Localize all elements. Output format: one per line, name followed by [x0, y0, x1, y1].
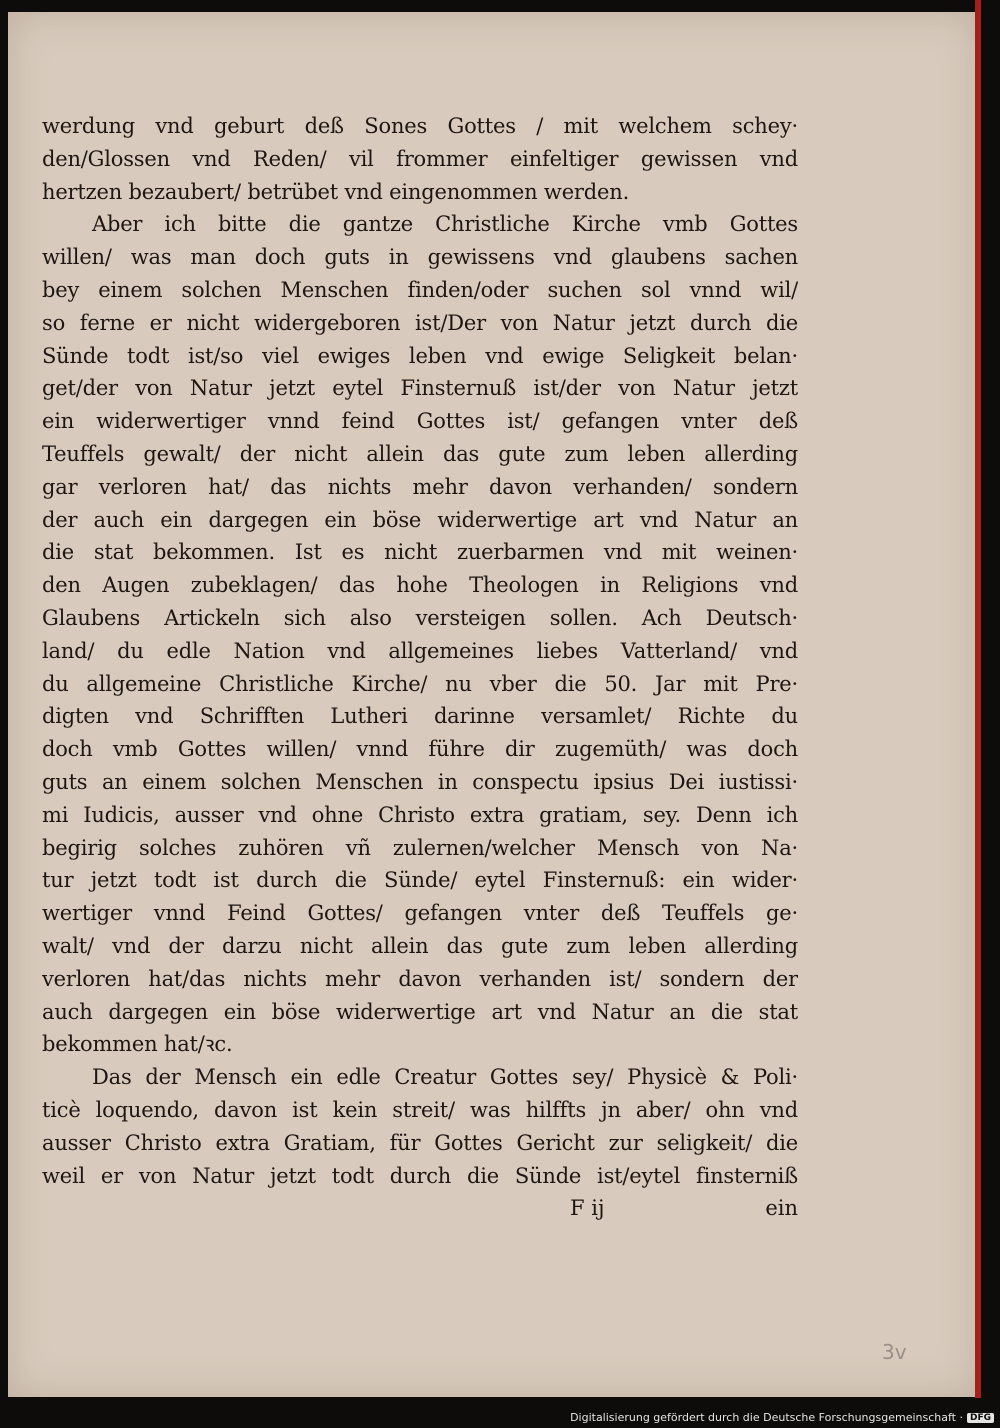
text-line: weil er von Natur jetzt todt durch die Sünde ist/eytel finsterniß	[42, 1163, 798, 1188]
text-line: tur jetzt todt ist durch die Sünde/ eytel Finsternuß: ein wider·	[42, 868, 798, 893]
text-line: die stat bekommen. Ist es nicht zuerbarmen vnd mit weinen·	[42, 540, 798, 565]
text-line: den Augen zubeklagen/ das hohe Theologen in Religions vnd	[42, 573, 798, 598]
text-line: willen/ was man doch guts in gewissens vnd glaubens sachen	[42, 245, 798, 270]
catchword: ein	[765, 1196, 798, 1220]
text-line: wertiger vnnd Feind Gottes/ gefangen vnter deß Teuffels ge·	[42, 901, 798, 926]
text-line: gar verloren hat/ das nichts mehr davon verhanden/ sondern	[42, 474, 798, 499]
signature-mark: F ij	[570, 1196, 605, 1220]
digitization-footer	[570, 1411, 994, 1424]
text-line: werdung vnd geburt deß Sones Gottes / mit welchem schey·	[42, 114, 798, 138]
pencil-folio-note: 3v	[882, 1340, 907, 1364]
text-line: digten vnd Schrifften Lutheri darinne versamlet/ Richte du	[42, 704, 798, 729]
text-line: mi Iudicis, ausser vnd ohne Christo extra gratiam, sey. Denn ich	[42, 802, 798, 827]
text-line: hertzen bezaubert/ betrübet vnd eingenommen werden.	[42, 179, 630, 204]
text-line: Aber ich bitte die gantze Christliche Kirche vmb Gottes	[92, 212, 798, 237]
text-line: Glaubens Artickeln sich also versteigen sollen. Ach Deutsch·	[42, 605, 798, 630]
text-line: der auch ein dargegen ein böse widerwertige art vnd Natur an	[42, 507, 798, 532]
dfg-logo: DFG	[967, 1413, 994, 1423]
page-text-block	[42, 110, 798, 1192]
text-line: doch vmb Gottes willen/ vnnd führe dir zugemüth/ was doch	[42, 737, 798, 762]
text-line: den/Glossen vnd Reden/ vil frommer einfeltiger gewissen vnd	[42, 146, 798, 171]
text-line: begirig solches zuhören vñ zulernen/welcher Mensch von Na·	[42, 835, 798, 860]
funding-credit: Digitalisierung gefördert durch die Deutsche Forschungsgemeinschaft ·	[570, 1411, 963, 1424]
signature-line	[42, 1192, 798, 1224]
text-line: bekommen hat/ꝛc.	[42, 1032, 233, 1057]
red-page-edge	[975, 0, 981, 1398]
text-line: Das der Mensch ein edle Creatur Gottes sey/ Physicè & Poli·	[92, 1065, 798, 1090]
text-line: land/ du edle Nation vnd allgemeines liebes Vatterland/ vnd	[42, 638, 798, 663]
text-line: Teuffels gewalt/ der nicht allein das gute zum leben allerding	[42, 441, 798, 466]
text-line: so ferne er nicht widergeboren ist/Der von Natur jetzt durch die	[42, 310, 798, 335]
text-line: bey einem solchen Menschen finden/oder suchen sol vnnd wil/	[42, 277, 798, 302]
text-line: verloren hat/das nichts mehr davon verhanden ist/ sondern der	[42, 966, 798, 991]
text-line: ein widerwertiger vnnd feind Gottes ist/ gefangen vnter deß	[42, 409, 798, 434]
text-line: du allgemeine Christliche Kirche/ nu vber die 50. Jar mit Pre·	[42, 671, 798, 696]
text-line: ticè loquendo, davon ist kein streit/ was hilffts jn aber/ ohn vnd	[42, 1097, 798, 1122]
text-line: auch dargegen ein böse widerwertige art vnd Natur an die stat	[42, 999, 798, 1024]
text-line: Sünde todt ist/so viel ewiges leben vnd ewige Seligkeit belan·	[42, 343, 798, 368]
book-page	[8, 12, 978, 1397]
text-line: guts an einem solchen Menschen in conspectu ipsius Dei iustissi·	[42, 769, 798, 794]
text-line: walt/ vnd der darzu nicht allein das gute zum leben allerding	[42, 933, 798, 958]
text-line: ausser Christo extra Gratiam, für Gottes Gericht zur seligkeit/ die	[42, 1130, 798, 1155]
text-line: get/der von Natur jetzt eytel Finsternuß ist/der von Natur jetzt	[42, 376, 798, 401]
